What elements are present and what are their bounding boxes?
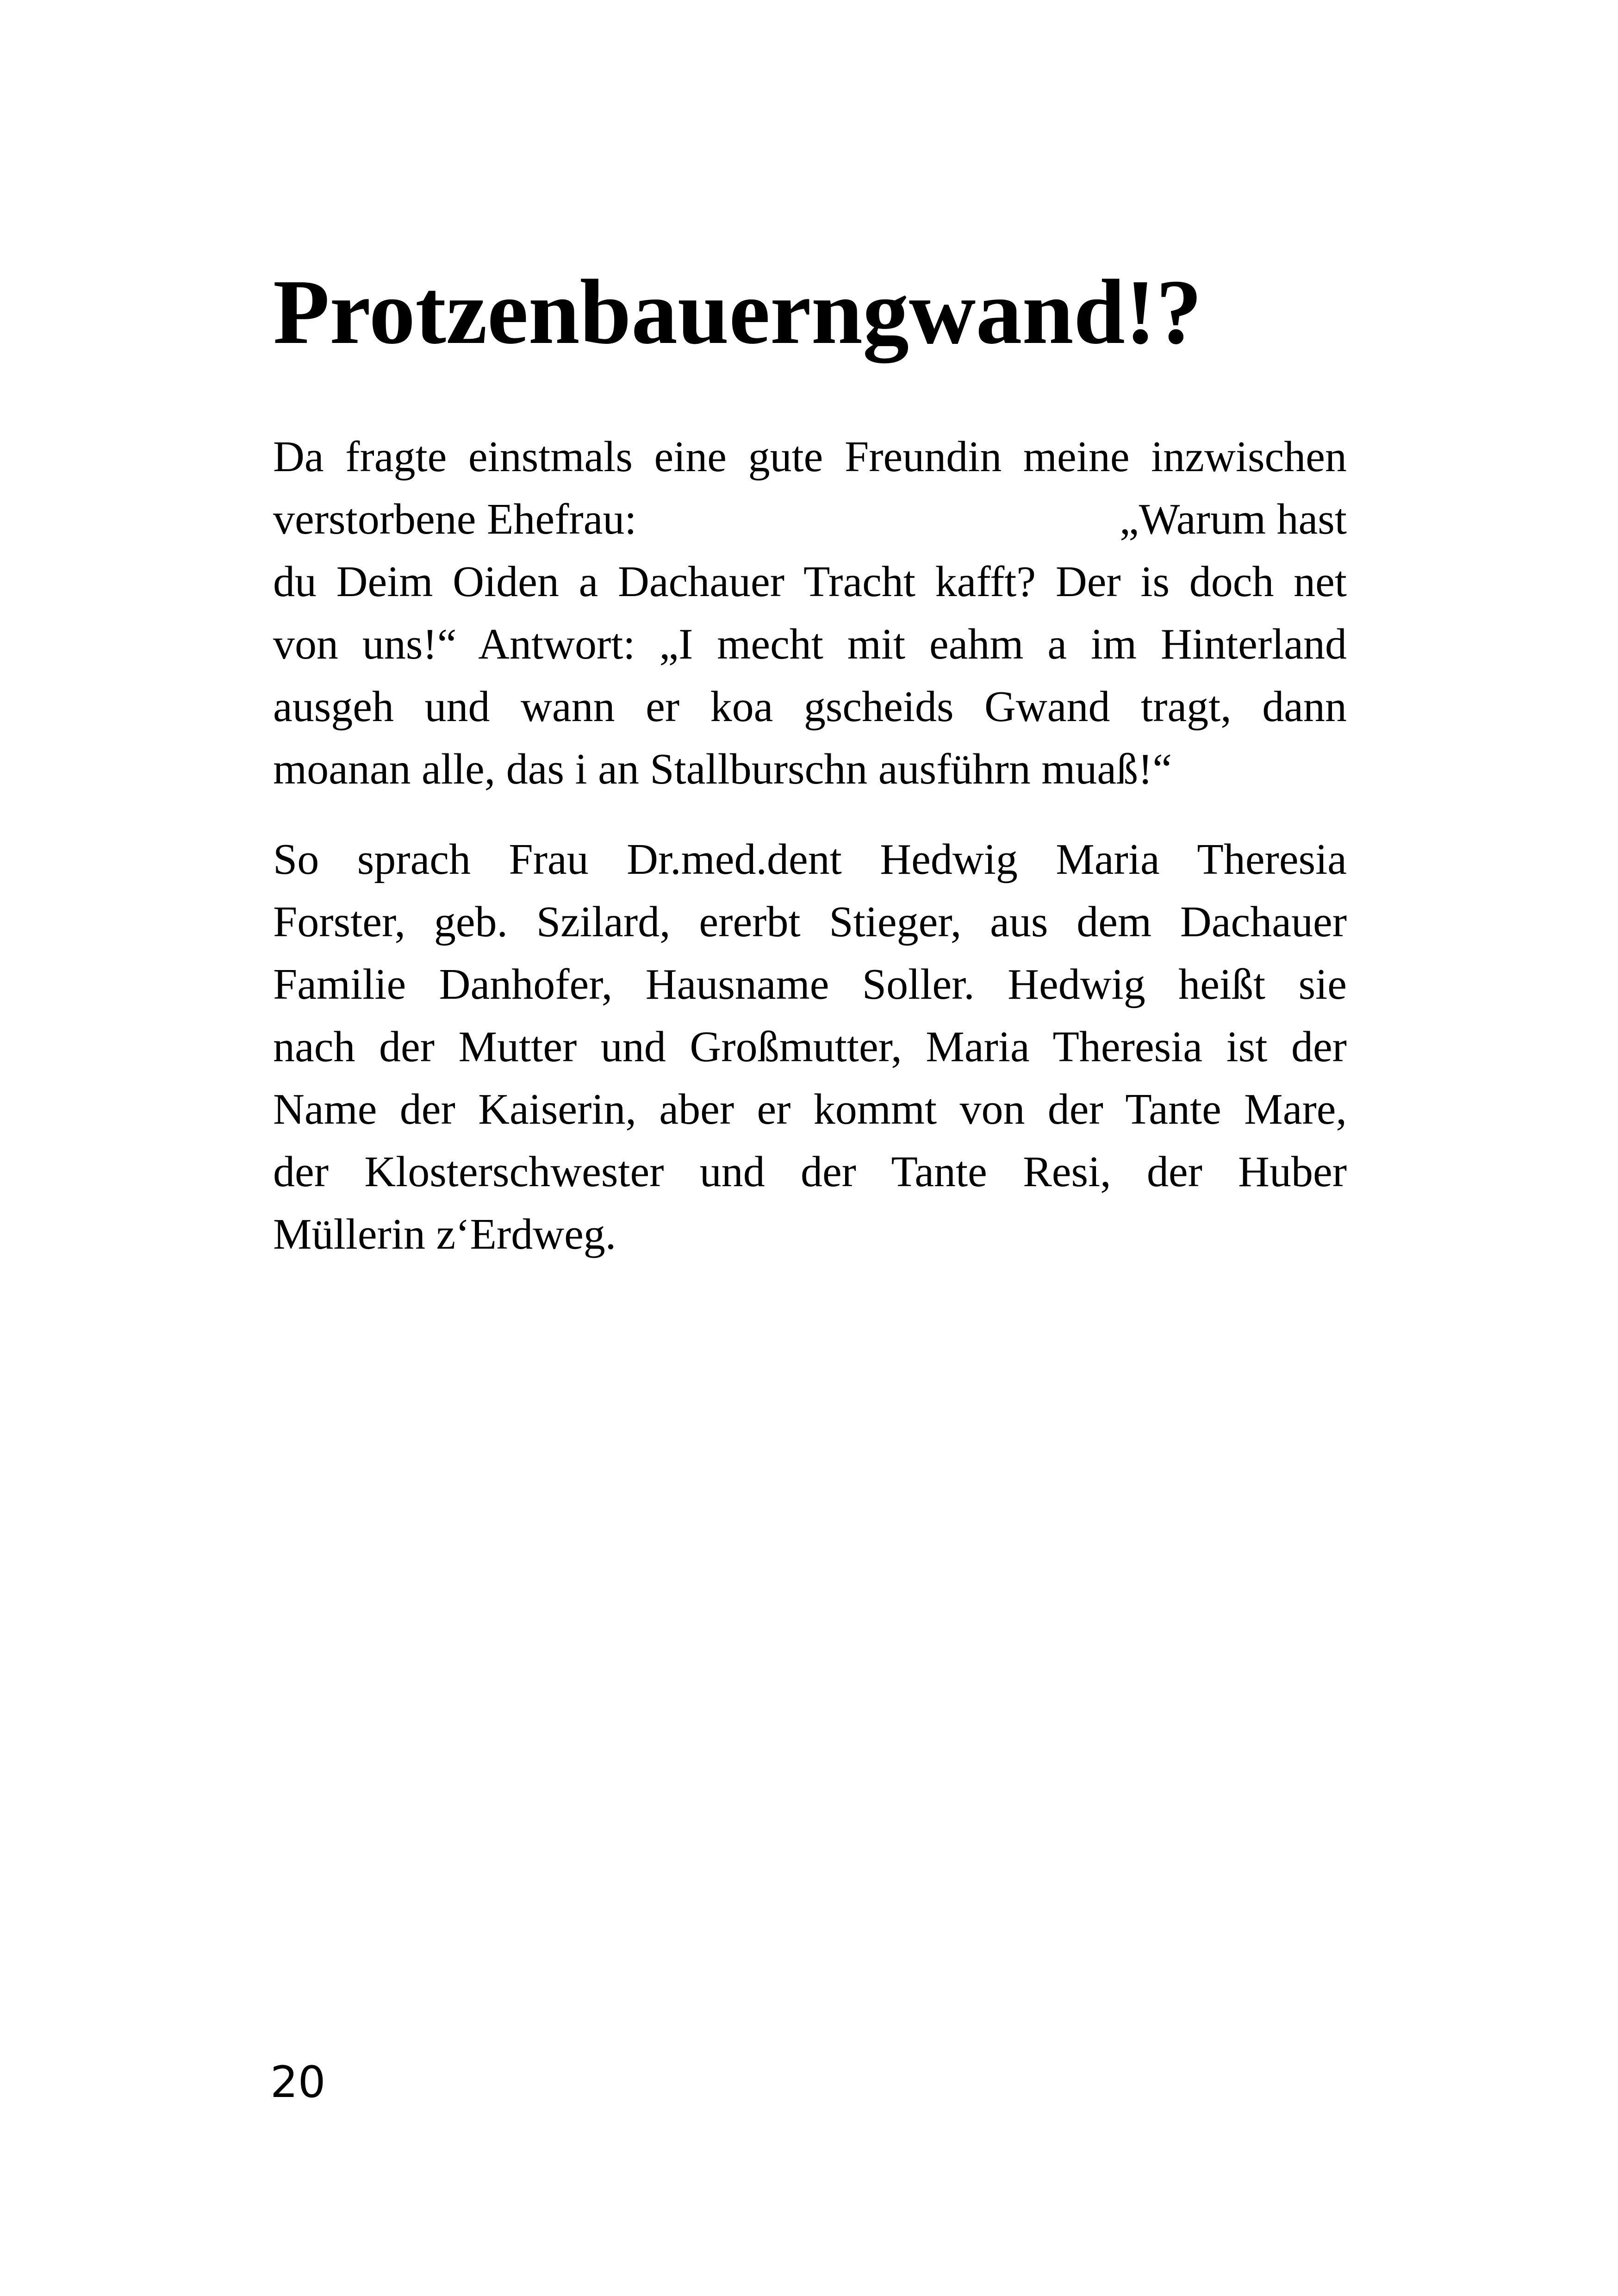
paragraph-1-line-2	[273, 488, 1347, 550]
paragraph-2-line-7: Müllerin z‘Erdweg.	[273, 1210, 616, 1258]
paragraph-1-line-4: von uns!“ Antwort: „I mecht mit eahm a im Hinterland	[273, 620, 1347, 668]
paragraph-2-line-1: So sprach Frau Dr.med.dent Hedwig Maria Theresia	[273, 835, 1347, 884]
page-title: Protzenbauerngwand!?	[273, 261, 1202, 363]
page-number: 20	[270, 2057, 326, 2108]
paragraph-2-line-2: Forster, geb. Szilard, ererbt Stieger, aus dem Dachauer	[273, 898, 1347, 946]
paragraph-2-line-3: Familie Danhofer, Hausname Soller. Hedwig heißt sie	[273, 960, 1347, 1008]
paragraph-1-line-1: Da fragte einstmals eine gute Freundin meine inzwischen	[273, 433, 1347, 481]
paragraph-2-line-4: nach der Mutter und Großmutter, Maria Theresia ist der	[273, 1023, 1347, 1071]
paragraph-1-line-2-left: verstorbene Ehefrau:	[273, 495, 637, 543]
paragraph-2-line-6: der Klosterschwester und der Tante Resi, der Huber	[273, 1148, 1347, 1196]
paragraph-1-line-6: moanan alle, das i an Stallburschn ausführn muaß!“	[273, 745, 1172, 793]
paragraph-1-line-2-right: „Warum hast	[1120, 495, 1347, 543]
paragraph-1-line-3: du Deim Oiden a Dachauer Tracht kafft? Der is doch net	[273, 558, 1347, 606]
paragraph-1-line-5: ausgeh und wann er koa gscheids Gwand tragt, dann	[273, 683, 1347, 731]
paragraph-2-line-5: Name der Kaiserin, aber er kommt von der Tante Mare,	[273, 1085, 1347, 1133]
